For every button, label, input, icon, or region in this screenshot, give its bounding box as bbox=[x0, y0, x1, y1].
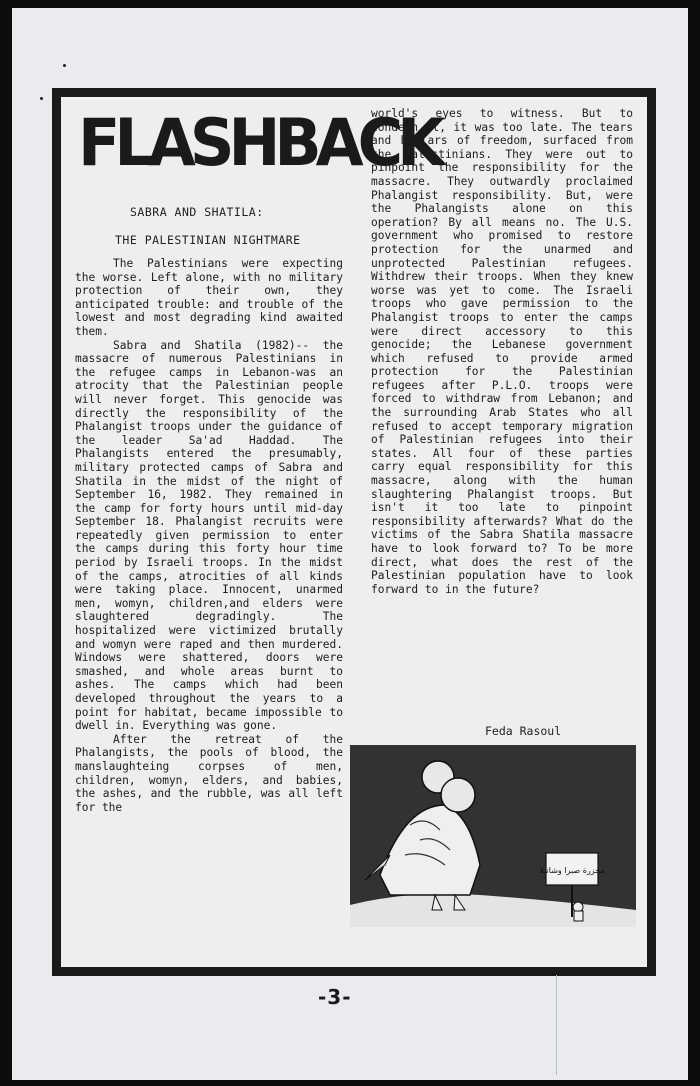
cartoon-illustration bbox=[350, 745, 636, 927]
paragraph: The Palestinians were expecting the worse. Left alone, with no military protection of their own, they anticipated trouble: and trouble of the lowest and most degrading kind awaited them. bbox=[75, 257, 343, 338]
paragraph: world's eyes to witness. But to condemn it, it was too late. The tears and hollars of freedom, surfaced from the Palestinians. They were out to pinpoint the responsibility for the massacre. They outwardly proclaimed Phalangist responsibility. But, were the Phalangists alone on this operation? By all means no. The U.S. government who promised to restore protection for the unarmed and unprotected Palestinian refugees. Withdrew their troops. When they knew worse was yet to come. The Israeli troops who gave permission to the Phalangist troops to enter the camps were direct accessory to this genocide; the Lebanese government which refused to provide armed protection for the Palestinian refugees after P.L.O. troops were forced to withdraw from Lebanon; and the surrounding Arab States who all refused to accept temporary migration of Palestinian refugees into their states. All four of these parties carry equal responsibility for this massacre, along with the human slaughtering Phalangist troops. But isn't it too late to pinpoint responsibility afterwards? What do the victims of the Sabra Shatila massacre have to look forward to? To be more direct, what does the rest of the Palestinian population have to look forward to in the future? bbox=[371, 107, 633, 596]
byline: Feda Rasoul bbox=[485, 724, 562, 738]
subtitle-2: THE PALESTINIAN NIGHTMARE bbox=[115, 233, 301, 247]
page-number: -3- bbox=[318, 985, 352, 1009]
speck bbox=[40, 97, 43, 100]
subtitle: SABRA AND SHATILA: bbox=[130, 205, 264, 219]
speck bbox=[63, 64, 66, 67]
article-column-left bbox=[75, 257, 343, 814]
small-figure bbox=[573, 902, 583, 921]
page-title: FLASHBACK bbox=[78, 104, 440, 181]
article-column-right bbox=[371, 107, 633, 596]
paragraph: Sabra and Shatila (1982)-- the massacre of numerous Palestinians in the refugee camps in Lebanon-was an atrocity that the Palestinian people will never forget. This genocide was directly the responsibility of the Phalangist troops under the guidance of the leader Sa'ad Haddad. The Phalangists entered the presumably, military protected camps of Sabra and Shatila in the midst of the night of September 16, 1982. They remained in the camp for forty hours until mid-day September 18. Phalangist recruits were repeatedly given permission to enter the camps during this forty hour time period by Israeli troops. In the midst of the camps, atrocities of all kinds were taking place. Innocent, unarmed men, womyn, children,and elders were slaughtered degradingly. The hospitalized were victimized brutally and womyn were raped and then murdered. Windows were shattered, doors were smashed, and whole areas burnt to ashes. The camps which had been developed throughout the years to a point for habitat, became impossible to dwell in. Everything was gone. bbox=[75, 338, 343, 733]
paper-crease bbox=[556, 975, 557, 1075]
sign-text: مجزرة صبرا وشاتيلا bbox=[539, 866, 605, 875]
paragraph: After the retreat of the Phalangists, the pools of blood, the manslaughteing corpses of men, children, womyn, elders, and babies, the ashes, and the rubble, was all left for the bbox=[75, 732, 343, 814]
